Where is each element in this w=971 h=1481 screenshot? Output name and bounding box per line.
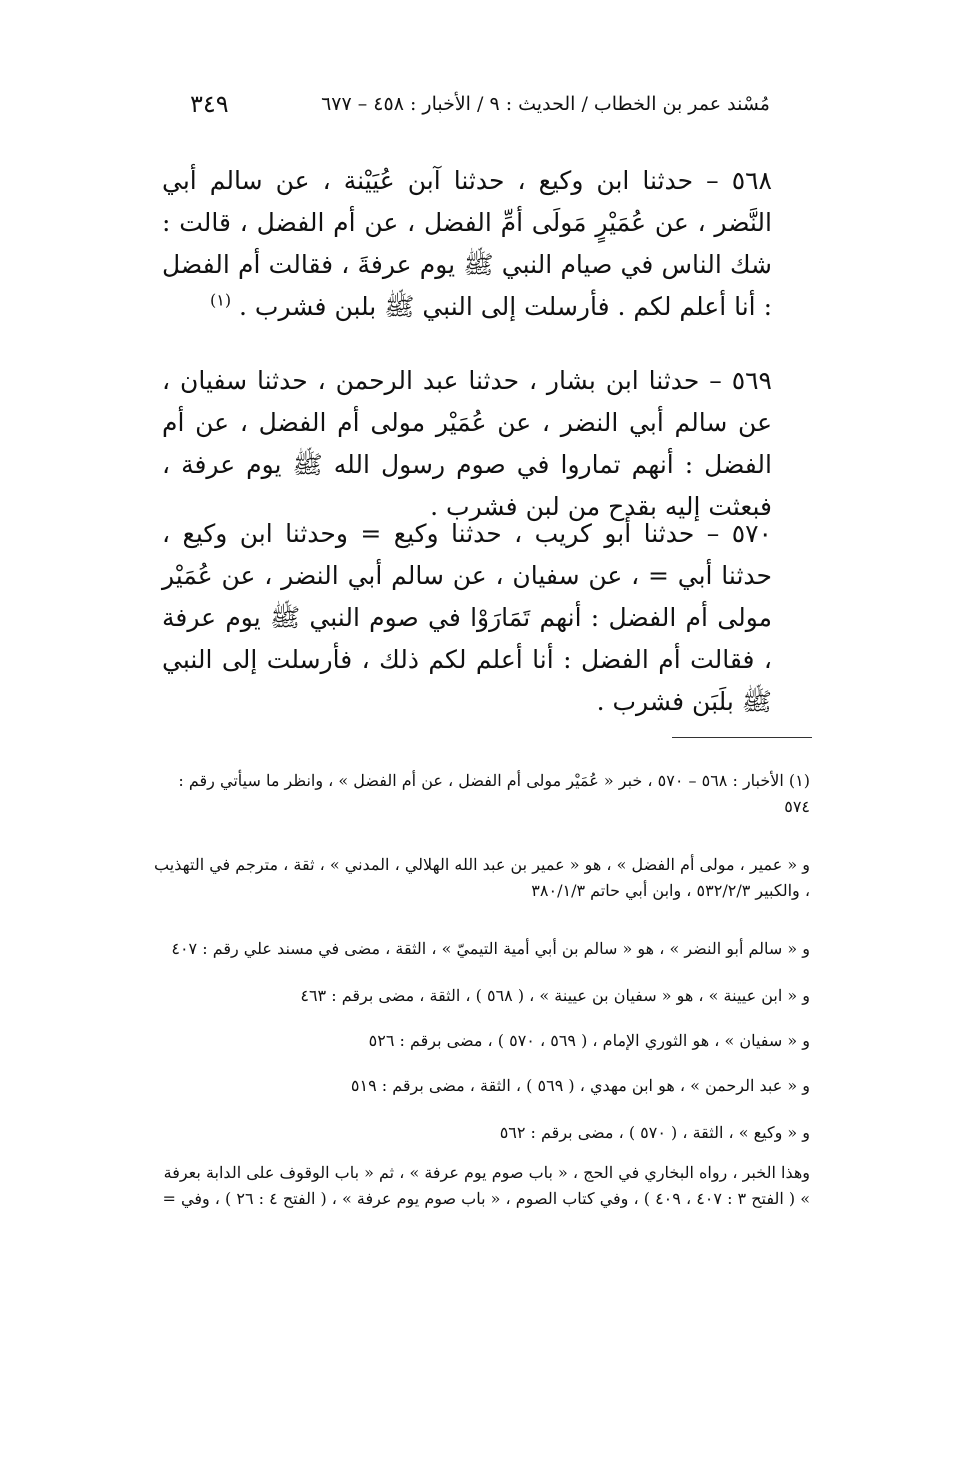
footnote-reference: (١) [209,290,232,310]
hadith-570: ٥٧٠ – حدثنا أبو كريب ، حدثنا وكيع = وحدثنا ابن وكيع ، حدثنا أبي = ، عن سفيان ، عن سالم أبي النضر ، عن عُمَيْر مولى أم الفضل : أنهم تَمَارَوْا في صوم النبي ﷺ يوم عرفة ، فقالت أم الفضل : أنا أعلم لكم ذلك ، فأرسلت إلى النبي ﷺ بلَبَن فشرب . [162,519,772,716]
footnote-1: (١) الأخبار : ٥٦٨ – ٥٧٠ ، خبر « عُمَيْر مولى أم الفضل ، عن أم الفضل » ، وانظر ما سيأتي رقم : ٥٧٤ [178,771,810,816]
footnote-8: وهذا الخبر ، رواه البخاري في الحج ، « باب صوم يوم عرفة » ، ثم « باب الوقوف على الدابة بعرفة » ( الفتح ٣ : ٤٠٧ ، ٤٠٩ ) ، وفي كتاب الصوم ، « باب صوم يوم عرفة » ، ( الفتح ٤ : ٢٦ ) ، وفي = [162,1163,810,1208]
page-number: ٣٤٩ [190,90,229,118]
hadith-number: ٥٦٨ [731,166,772,195]
footnote-5: و « سفيان » ، هو الثوري الإمام ، ( ٥٦٩ ، ٥٧٠ ) ، مضى برقم : ٥٢٦ [368,1031,810,1050]
hadith-number: ٥٦٩ [731,366,772,395]
footnote-2: و « عمير ، مولى أم الفضل » ، هو « عمير بن عبد الله الهلالي ، المدني » ، ثقة ، مترجم في التهذيب ، والكبير ٥٣٢/٢/٣ ، وابن أبي حاتم ٣٨٠/١/٣ [154,855,810,900]
footnote-divider [672,737,812,738]
footnote-4: و « ابن عيينة » ، هو « سفيان بن عيينة » ، ( ٥٦٨ ) ، الثقة ، مضى برقم : ٤٦٣ [300,986,810,1005]
hadith-number: ٥٧٠ [731,519,772,548]
hadith-568: ٥٦٨ – حدثنا ابن وكيع ، حدثنا آبن عُيَيْنة ، عن سالم أبي النَّضر ، عن عُمَيْرٍ مَولَى أمِّ الفضل ، عن أم الفضل ، قالت : شك الناس في صيام النبي ﷺ يوم عرفةَ ، فقالت أم الفضل : أنا أعلم لكم . فأرسلت إلى النبي ﷺ بلبن فشرب . $^{(١)}$ [162,166,772,321]
footnote-7: و « وكيع » ، الثقة ، ( ٥٧٠ ) ، مضى برقم : ٥٦٢ [499,1123,810,1142]
footnote-6: و « عبد الرحمن » ، هو ابن مهدي ، ( ٥٦٩ ) ، الثقة ، مضى برقم : ٥١٩ [350,1076,810,1095]
hadith-text: حدثنا ابن وكيع ، حدثنا آبن عُيَيْنة ، عن سالم أبي النَّضر ، عن عُمَيْرٍ مَولَى أمِّ الفضل ، عن أم الفضل ، قالت : شك الناس في صيام النبي ﷺ يوم عرفةَ ، فقالت أم الفضل : أنا أعلم لكم . فأرسلت إلى النبي ﷺ بلبن فشرب . [162,166,772,321]
running-title: مُسْند عمر بن الخطاب / الحديث : ٩ / الأخبار : ٤٥٨ – ٦٧٧ [321,93,770,115]
footnote-3: و « سالم أبو النضر » ، هو « سالم بن أبي أمية التيميّ » ، الثقة ، مضى في مسند علي رقم : ٤٠٧ [171,939,810,958]
hadith-569: ٥٦٩ – حدثنا ابن بشار ، حدثنا عبد الرحمن ، حدثنا سفيان ، عن سالم أبي النضر ، عن عُمَيْر مولى أم الفضل ، عن أم الفضل : أنهم تماروا في صوم رسول الله ﷺ يوم عرفة ، فبعثت إليه بقدح من لبن فشرب . [162,366,772,521]
hadith-text: حدثنا ابن بشار ، حدثنا عبد الرحمن ، حدثنا سفيان ، عن سالم أبي النضر ، عن عُمَيْر مولى أم الفضل ، عن أم الفضل : أنهم تماروا في صوم رسول الله ﷺ يوم عرفة ، فبعثت إليه بقدح من لبن فشرب . [162,366,772,521]
page-header [190,86,770,122]
hadith-text: حدثنا أبو كريب ، حدثنا وكيع = وحدثنا ابن وكيع ، حدثنا أبي = ، عن سفيان ، عن سالم أبي النضر ، عن عُمَيْر مولى أم الفضل : أنهم تَمَارَوْا في صوم النبي ﷺ يوم عرفة ، فقالت أم الفضل : أنا أعلم لكم ذلك ، فأرسلت إلى النبي ﷺ بلَبَن فشرب . [162,519,772,716]
